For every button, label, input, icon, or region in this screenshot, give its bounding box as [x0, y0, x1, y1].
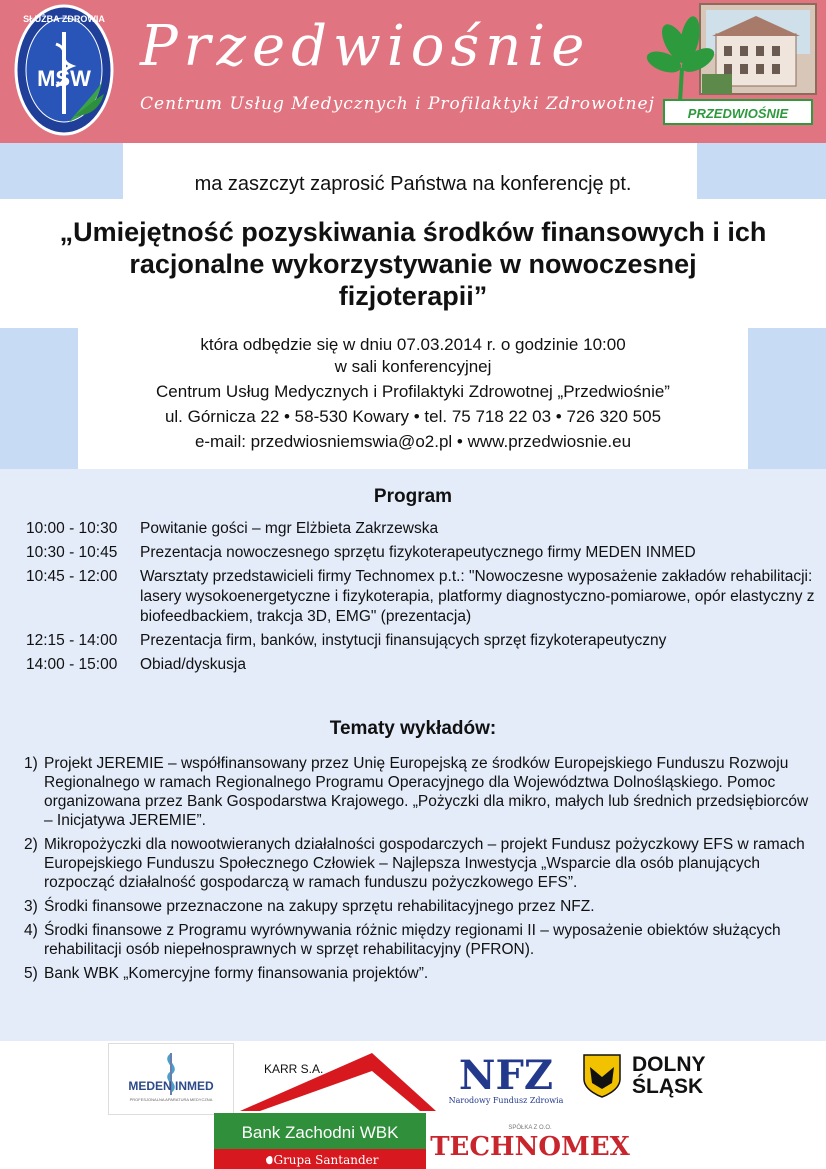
program-row — [26, 519, 816, 539]
przedwiosnie-logo — [646, 4, 818, 132]
program-time: 10:30 - 10:45 — [26, 544, 118, 561]
program-row — [26, 543, 816, 563]
sponsors-strip — [0, 1041, 826, 1169]
program-desc: Warsztaty przedstawicieli firmy Technomex p.t.: "Nowoczesne wyposażenie zakładów rehabilitacji: lasery wysokoenergetyczne i fizykoterapia, platformy diagnostyczno-pomiarowe, opór elastyczny z biofeedbackiem, trakcja 3D, EMG" (prezentacja) — [140, 568, 815, 625]
technomex-name: TECHNOMEX — [430, 1132, 630, 1162]
program-row — [26, 655, 816, 675]
dolny-slask-line2: ŚLĄSK — [632, 1075, 704, 1098]
blue-bar-left-mid — [0, 328, 78, 470]
topic-number: 1) — [24, 755, 38, 772]
dolny-slask-logo — [580, 1049, 720, 1101]
topic-text: Środki finansowe z Programu wyrównywania różnic między regionami II – wyposażenie obiektów służących rehabilitacji osób niepełnosprawnych w sprzęt rehabilitacyjny (PFRON). — [44, 922, 781, 958]
program-desc: Powitanie gości – mgr Elżbieta Zakrzewska — [140, 520, 439, 537]
topic-text: Bank WBK „Komercyjne formy finansowania projektów”. — [44, 965, 429, 982]
meden-inmed-name: MEDEN INMED — [128, 1079, 214, 1093]
program-desc: Obiad/dyskusja — [140, 656, 246, 673]
event-venue: Centrum Usług Medycznych i Profilaktyki Zdrowotnej „Przedwiośnie” — [156, 382, 670, 401]
msw-logo-top-text: SŁUŻBA ZDROWIA — [23, 14, 105, 24]
event-room: w sali konferencyjnej — [334, 357, 492, 376]
conference-title-line: racjonalne wykorzystywanie w nowoczesnej — [129, 249, 697, 279]
topic-item — [24, 897, 814, 916]
topic-text: Projekt JEREMIE – współfinansowany przez Unię Europejską ze środków Europejskiego Funduszu Rozwoju Regionalnego w ramach Regionalnego Programu Operacyjnego dla Województwa Dolnośląskiego. Pomoc organizowana przez Bank Gospodarstwa Krajowego. „Pożyczki dla mikro, małych lub średnich przedsiębiorców – Inicjatywa JEREMIE”. — [44, 755, 809, 829]
event-info — [78, 334, 748, 453]
center-title: Przedwiośnie — [140, 14, 591, 79]
technomex-logo — [430, 1119, 630, 1165]
karr-logo — [240, 1049, 440, 1115]
topic-item — [24, 754, 814, 830]
center-subtitle: Centrum Usług Medycznych i Profilaktyki Zdrowotnej — [140, 94, 655, 114]
meden-inmed-tagline: PROFESJONALNA APARATURA MEDYCZNA — [129, 1097, 213, 1102]
przedwiosnie-logo-label: PRZEDWIOŚNIE — [687, 106, 789, 121]
msw-logo-mark: MSW — [37, 66, 91, 91]
topic-number: 5) — [24, 965, 38, 982]
program-row — [26, 567, 816, 627]
topic-number: 3) — [24, 898, 38, 915]
bzwbk-logo — [214, 1113, 426, 1169]
topic-number: 2) — [24, 836, 38, 853]
technomex-top: SPÓŁKA Z O.O. — [508, 1125, 552, 1131]
msw-logo — [14, 4, 114, 136]
dolny-slask-line1: DOLNY — [632, 1053, 706, 1076]
program-time: 10:45 - 12:00 — [26, 568, 118, 585]
program-list — [26, 519, 816, 679]
meden-inmed-logo — [108, 1043, 234, 1115]
topics-list — [24, 754, 814, 988]
nfz-mark: NFZ — [458, 1052, 554, 1099]
program-time: 10:00 - 10:30 — [26, 520, 118, 537]
program-desc: Prezentacja firm, banków, instytucji finansujących sprzęt fizykoterapeutyczny — [140, 632, 667, 649]
conference-title-line: „Umiejętność pozyskiwania środków finansowych i ich — [59, 217, 767, 247]
program-time: 14:00 - 15:00 — [26, 656, 118, 673]
program-desc: Prezentacja nowoczesnego sprzętu fizykoterapeutycznego firmy MEDEN INMED — [140, 544, 696, 561]
topic-number: 4) — [24, 922, 38, 939]
program-time: 12:15 - 14:00 — [26, 632, 118, 649]
invitation-line: ma zaszczyt zaprosić Państwa na konferencję pt. — [194, 173, 632, 195]
header-banner — [0, 0, 826, 143]
topics-heading: Tematy wykładów: — [329, 718, 497, 739]
event-address: ul. Górnicza 22 • 58-530 Kowary • tel. 75 718 22 03 • 726 320 505 — [164, 407, 662, 426]
topic-text: Środki finansowe przeznaczone na zakupy sprzętu rehabilitacyjnego przez NFZ. — [44, 898, 595, 915]
program-heading: Program — [373, 486, 453, 507]
topic-item — [24, 921, 814, 959]
conference-title-line: fizjoterapii” — [338, 281, 488, 311]
topic-item — [24, 835, 814, 892]
conference-title — [0, 216, 826, 312]
topic-item — [24, 964, 814, 983]
event-contact: e-mail: przedwiosniemswia@o2.pl • www.przedwiosnie.eu — [194, 432, 632, 451]
nfz-logo — [440, 1047, 570, 1115]
topic-text: Mikropożyczki dla nowootwieranych działalności gospodarczych – projekt Fundusz pożyczkowy EFS w ramach Europejskiego Funduszu Społecznego Człowiek – Najlepsza Inwestycja „Wsparcie dla osób planujących rozpocząć działalność gospodarczą w ramach funduszu pożyczkowego EFS”. — [44, 836, 805, 891]
karr-name: KARR S.A. — [264, 1062, 324, 1076]
bzwbk-name: Bank Zachodni WBK — [241, 1123, 399, 1142]
nfz-name: Narodowy Fundusz Zdrowia — [448, 1096, 564, 1105]
program-row — [26, 631, 816, 651]
blue-bar-right-mid — [748, 328, 826, 470]
bzwbk-group: Grupa Santander — [273, 1153, 379, 1167]
event-date: która odbędzie się w dniu 07.03.2014 r. o godzinie 10:00 — [200, 335, 626, 354]
